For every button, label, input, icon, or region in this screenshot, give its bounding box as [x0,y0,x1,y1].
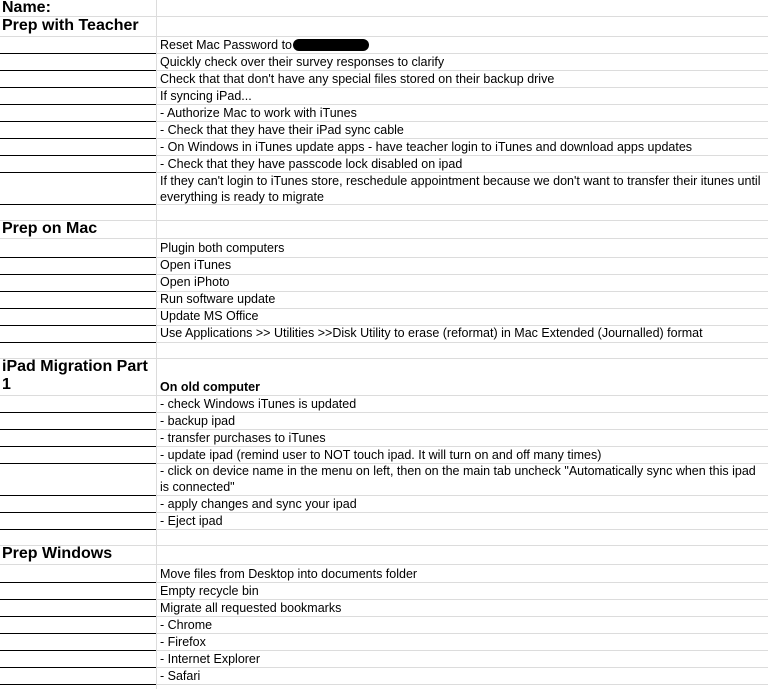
list-item: Check that that don't have any special files stored on their backup drive [160,72,555,86]
list-item: Plugin both computers [160,241,285,255]
list-item: - Check that they have their iPad sync cable [160,123,404,137]
list-item: - Authorize Mac to work with iTunes [160,106,357,120]
list-item: Update MS Office [160,309,259,323]
list-item: Open iTunes [160,258,232,272]
list-item: If they can't login to iTunes store, reschedule appointment because we don't want to transfer their itunes until everything is ready to migrate [160,174,761,204]
list-item: Empty recycle bin [160,584,259,598]
list-item: - Check that they have passcode lock disabled on ipad [160,157,463,171]
list-item: If syncing iPad... [160,89,252,103]
section-title-prep-windows: Prep Windows [2,545,113,562]
name-label: Name: [2,0,51,16]
list-item: Move files from Desktop into documents folder [160,567,418,581]
list-item: Use Applications >> Utilities >>Disk Utility to erase (reformat) in Mac Extended (Journalled) format [160,326,703,340]
list-item: Run software update [160,292,276,306]
list-item: - update ipad (remind user to NOT touch ipad. It will turn on and off many times) [160,448,602,462]
list-item: - transfer purchases to iTunes [160,431,326,445]
section-title-prep-on-mac: Prep on Mac [2,220,98,237]
list-item: - Firefox [160,635,206,649]
list-item: Reset Mac Password to [160,37,369,53]
redacted-password [293,39,369,51]
list-item: - Chrome [160,618,213,632]
section-title-ipad-migration: iPad Migration Part 1 [2,358,148,393]
list-item: - Safari [160,669,201,683]
list-item: Quickly check over their survey responses to clarify [160,55,445,69]
list-item: Open iPhoto [160,275,230,289]
list-item: Migrate all requested bookmarks [160,601,342,615]
section-title-prep-with-teacher: Prep with Teacher [2,17,139,34]
list-item: - On Windows in iTunes update apps - have teacher login to iTunes and download apps updates [160,140,693,154]
list-item: - click on device name in the menu on left, then on the main tab uncheck "Automatically sync when this ipad is connected" [160,464,756,494]
subheading-old-computer: On old computer [160,380,260,394]
list-item: - backup ipad [160,414,236,428]
list-item: - apply changes and sync your ipad [160,497,357,511]
list-item: - check Windows iTunes is updated [160,397,357,411]
list-item: - Internet Explorer [160,652,261,666]
list-item: - Eject ipad [160,514,223,528]
